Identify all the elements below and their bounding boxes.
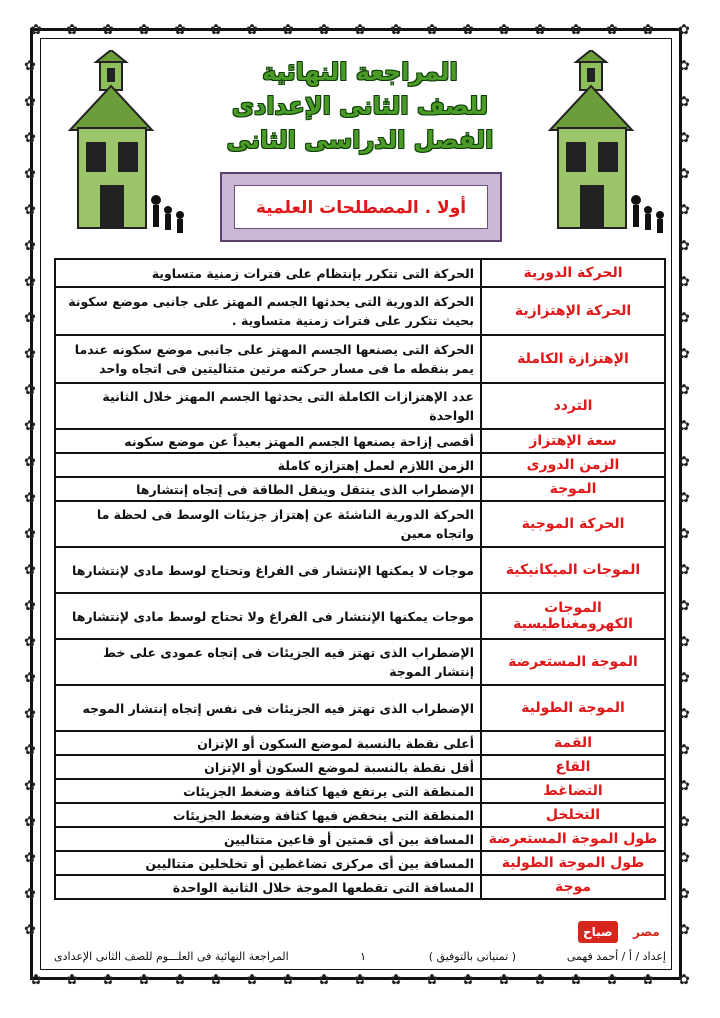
term-cell: الحركة الإهتزازية [481,287,665,335]
term-cell: طول الموجة الطولية [481,851,665,875]
footer-author: إعداد / أ / أحمد فهمى [566,950,666,963]
border-ornament-icon: ✿ [678,130,690,146]
border-ornament-icon: ✿ [24,742,36,758]
border-ornament-icon: ✿ [66,972,78,988]
border-ornament-icon: ✿ [678,922,690,938]
border-ornament-icon: ✿ [246,972,258,988]
border-ornament-icon: ✿ [174,22,186,38]
border-ornament-icon: ✿ [678,58,690,74]
terms-table [54,258,666,900]
border-ornament-icon: ✿ [678,166,690,182]
definition-cell: الحركة الدورية الناشئة عن إهتزاز جزيئات الوسط فى لحظة ما واتجاه معين [55,501,481,547]
border-ornament-icon: ✿ [498,972,510,988]
border-ornament-icon: ✿ [678,706,690,722]
border-ornament-icon: ✿ [138,972,150,988]
border-ornament-icon: ✿ [678,562,690,578]
term-cell: التردد [481,383,665,429]
table-row [55,429,665,453]
schoolhouse-illustration-left [60,50,190,250]
definition-cell: أعلى نقطة بالنسبة لموضع السكون أو الإتزان [55,731,481,755]
border-ornament-icon: ✿ [534,22,546,38]
border-ornament-icon: ✿ [174,972,186,988]
border-ornament-icon: ✿ [24,814,36,830]
term-cell: الموجة الطولية [481,685,665,731]
border-ornament-icon: ✿ [678,382,690,398]
term-cell: التضاغط [481,779,665,803]
term-cell: القمة [481,731,665,755]
border-ornament-icon: ✿ [30,22,42,38]
border-ornament-icon: ✿ [24,526,36,542]
table-row [55,593,665,639]
border-ornament-icon: ✿ [138,22,150,38]
border-ornament-icon: ✿ [678,22,690,38]
table-row [55,851,665,875]
term-cell: موجة [481,875,665,899]
definition-cell: الإضطراب الذى تهتز فيه الجزيئات فى إتجاه عمودى على خط إنتشار الموجة [55,639,481,685]
term-cell: الحركة الدورية [481,259,665,287]
footer-course-title: المراجعة النهائية فى العلـــوم للصف الثانى الإعدادى [54,950,289,963]
border-ornament-icon: ✿ [678,598,690,614]
border-ornament-icon: ✿ [66,22,78,38]
table-row [55,501,665,547]
border-ornament-icon: ✿ [678,346,690,362]
definition-cell: المسافة بين أى قمتين أو قاعين متتاليين [55,827,481,851]
border-ornament-icon: ✿ [426,22,438,38]
border-ornament-icon: ✿ [24,706,36,722]
border-ornament-icon: ✿ [24,382,36,398]
table-row [55,875,665,899]
border-ornament-icon: ✿ [678,634,690,650]
border-ornament-icon: ✿ [210,972,222,988]
border-ornament-icon: ✿ [678,238,690,254]
border-ornament-icon: ✿ [24,922,36,938]
border-ornament-icon: ✿ [24,850,36,866]
table-row [55,685,665,731]
border-ornament-icon: ✿ [642,972,654,988]
table-row [55,287,665,335]
definition-cell: المسافة التى تقطعها الموجة خلال الثانية الواحدة [55,875,481,899]
border-ornament-icon: ✿ [24,598,36,614]
border-ornament-icon: ✿ [24,274,36,290]
border-ornament-icon: ✿ [282,22,294,38]
table-row [55,731,665,755]
border-ornament-icon: ✿ [24,634,36,650]
table-row [55,755,665,779]
border-ornament-icon: ✿ [678,310,690,326]
border-ornament-icon: ✿ [678,202,690,218]
border-ornament-icon: ✿ [24,346,36,362]
definition-cell: المنطقة التى ينخفض فيها كثافة وضغط الجزيئات [55,803,481,827]
border-ornament-icon: ✿ [642,22,654,38]
section-title: أولا . المصطلحات العلمية [234,185,488,229]
border-ornament-icon: ✿ [24,778,36,794]
watermark-text-1: صباح [578,921,618,943]
border-ornament-icon: ✿ [462,972,474,988]
border-ornament-icon: ✿ [570,22,582,38]
term-cell: الموجة المستعرضة [481,639,665,685]
border-ornament-icon: ✿ [24,202,36,218]
border-ornament-icon: ✿ [462,22,474,38]
table-row [55,639,665,685]
border-ornament-icon: ✿ [354,972,366,988]
definition-cell: أقصى إزاحة يصنعها الجسم المهتز بعيداً عن موضع سكونه [55,429,481,453]
definition-cell: الإضطراب الذى ينتقل وينقل الطاقة فى إتجاه إنتشارها [55,477,481,501]
table-row [55,453,665,477]
border-ornament-icon: ✿ [390,972,402,988]
border-ornament-icon: ✿ [678,814,690,830]
border-ornament-icon: ✿ [24,670,36,686]
border-ornament-icon: ✿ [678,670,690,686]
border-ornament-icon: ✿ [102,972,114,988]
term-cell: الموجات الكهرومغناطيسية [481,593,665,639]
watermark-text-2: مصر [633,925,660,939]
definition-cell: موجات لا يمكنها الإنتشار فى الفراغ وتحتاج لوسط مادى لإنتشارها [55,547,481,593]
term-cell: الزمن الدورى [481,453,665,477]
watermark-logo [578,918,666,946]
section-banner [220,172,502,242]
table-row [55,477,665,501]
definition-cell: الحركة التى يصنعها الجسم المهتز على جانبى موضع سكونه عندما يمر بنقطه ما فى مسار حركته مرتين متتاليتين فى اتجاه واحد [55,335,481,383]
table-row [55,827,665,851]
border-ornament-icon: ✿ [678,274,690,290]
border-ornament-icon: ✿ [570,972,582,988]
border-ornament-icon: ✿ [678,454,690,470]
border-ornament-icon: ✿ [24,130,36,146]
border-ornament-icon: ✿ [678,526,690,542]
border-ornament-icon: ✿ [678,886,690,902]
border-ornament-icon: ✿ [606,972,618,988]
table-row [55,803,665,827]
definition-cell: موجات يمكنها الإنتشار فى الفراغ ولا تحتاج لوسط مادى لإنتشارها [55,593,481,639]
definition-cell: المسافة بين أى مركزى تضاغطين أو تخلخلين متتاليين [55,851,481,875]
definition-cell: الزمن اللازم لعمل إهتزازه كاملة [55,453,481,477]
footer-page-number: ١ [360,950,366,963]
border-ornament-icon: ✿ [606,22,618,38]
border-ornament-icon: ✿ [678,742,690,758]
definition-cell: الحركة التى تتكرر بإنتظام على فترات زمنية متساوية [55,259,481,287]
border-ornament-icon: ✿ [24,94,36,110]
border-ornament-icon: ✿ [102,22,114,38]
definition-cell: عدد الإهتزازات الكاملة التى يحدثها الجسم المهتز خلال الثانية الواحدة [55,383,481,429]
border-ornament-icon: ✿ [24,418,36,434]
border-ornament-icon: ✿ [534,972,546,988]
table-row [55,779,665,803]
term-cell: سعة الإهتزاز [481,429,665,453]
footer-wish: ( تمنياتى بالتوفيق ) [428,950,516,963]
border-ornament-icon: ✿ [24,562,36,578]
border-ornament-icon: ✿ [678,778,690,794]
border-ornament-icon: ✿ [678,850,690,866]
border-ornament-icon: ✿ [354,22,366,38]
border-ornament-icon: ✿ [24,58,36,74]
border-ornament-icon: ✿ [30,972,42,988]
term-cell: طول الموجة المستعرضة [481,827,665,851]
term-cell: القاع [481,755,665,779]
border-ornament-icon: ✿ [24,238,36,254]
border-ornament-icon: ✿ [678,418,690,434]
border-ornament-icon: ✿ [498,22,510,38]
definition-cell: الإضطراب الذى تهتز فيه الجزيئات فى نفس إتجاه إنتشار الموجه [55,685,481,731]
term-cell: الموجة [481,477,665,501]
border-ornament-icon: ✿ [246,22,258,38]
definition-cell: أقل نقطة بالنسبة لموضع السكون أو الإتزان [55,755,481,779]
border-ornament-icon: ✿ [282,972,294,988]
header-title-line1: المراجعة النهائية [262,58,458,86]
term-cell: الإهتزازة الكاملة [481,335,665,383]
definition-cell: الحركة الدورية التى يحدثها الجسم المهتز على جانبى موضع سكونة بحيث تتكرر على فترات زمنية متساوية . [55,287,481,335]
table-row [55,547,665,593]
border-ornament-icon: ✿ [426,972,438,988]
table-row [55,259,665,287]
border-ornament-icon: ✿ [24,166,36,182]
border-ornament-icon: ✿ [678,972,690,988]
header-title-line3: الفصل الدراسى الثانى [226,126,494,154]
border-ornament-icon: ✿ [318,972,330,988]
table-row [55,383,665,429]
border-ornament-icon: ✿ [24,490,36,506]
border-ornament-icon: ✿ [24,886,36,902]
border-ornament-icon: ✿ [678,490,690,506]
header-title-line2: للصف الثانى الإعدادى [232,92,488,120]
term-cell: الحركة الموجية [481,501,665,547]
definition-cell: المنطقة التى يرتفع فيها كثافة وضغط الجزيئات [55,779,481,803]
term-cell: التخلخل [481,803,665,827]
schoolhouse-illustration-right [540,50,670,250]
table-row [55,335,665,383]
border-ornament-icon: ✿ [390,22,402,38]
border-ornament-icon: ✿ [678,94,690,110]
border-ornament-icon: ✿ [24,454,36,470]
border-ornament-icon: ✿ [24,310,36,326]
border-ornament-icon: ✿ [210,22,222,38]
border-ornament-icon: ✿ [318,22,330,38]
term-cell: الموجات الميكانيكية [481,547,665,593]
